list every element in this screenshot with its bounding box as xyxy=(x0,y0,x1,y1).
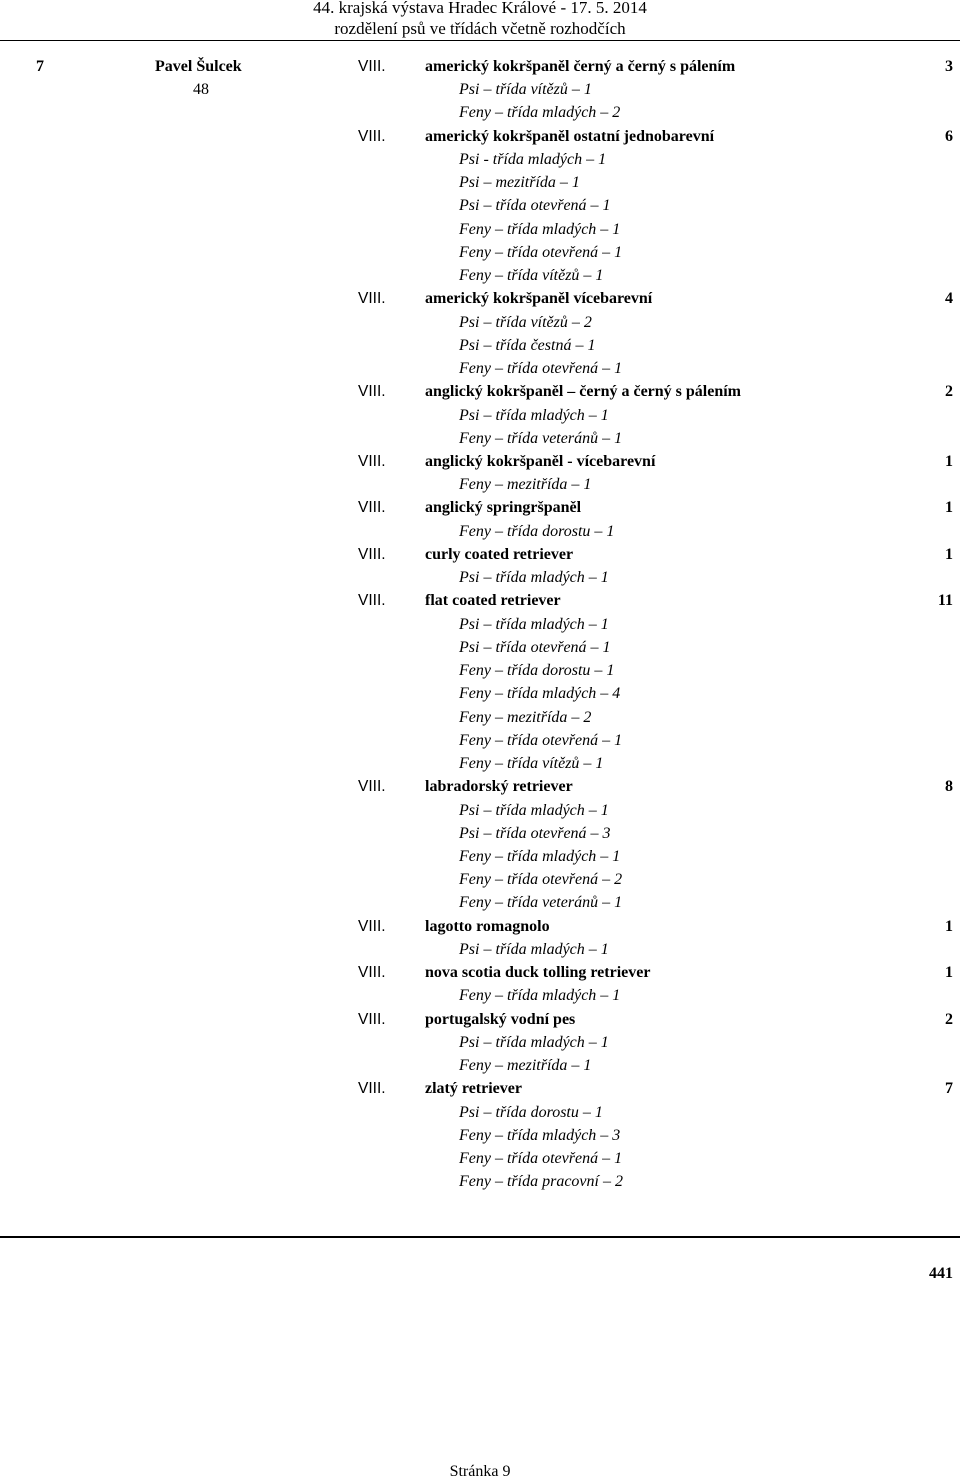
class-row xyxy=(0,359,960,382)
breed-name: curly coated retriever xyxy=(425,545,574,563)
breed-name: anglický kokršpaněl – černý a černý s pálením xyxy=(425,383,742,401)
fci-group: VIII. xyxy=(358,592,386,610)
fci-group: VIII. xyxy=(358,778,386,796)
class-row xyxy=(0,1172,960,1195)
breed-row xyxy=(0,1010,960,1033)
class-entry: Feny – třída mladých – 1 xyxy=(459,220,621,238)
class-entry: Feny – třída otevřená – 2 xyxy=(459,871,623,889)
breed-name: lagotto romagnolo xyxy=(425,917,550,935)
breed-count: 4 xyxy=(945,290,953,308)
class-row xyxy=(0,336,960,359)
class-row xyxy=(0,1103,960,1126)
class-entry: Psi – třída vítězů – 1 xyxy=(459,81,592,99)
class-row xyxy=(0,429,960,452)
class-row xyxy=(0,220,960,243)
class-entry: Feny – třída otevřená – 1 xyxy=(459,243,623,261)
class-row xyxy=(0,475,960,498)
class-row xyxy=(0,870,960,893)
breed-row xyxy=(0,591,960,614)
header-divider xyxy=(0,40,960,41)
class-entry: Feny – třída mladých – 1 xyxy=(459,987,621,1005)
judge-name: Pavel Šulcek xyxy=(155,58,242,75)
breed-name: anglický springršpaněl xyxy=(425,499,582,517)
class-entry: Feny – třída dorostu – 1 xyxy=(459,522,615,540)
class-row xyxy=(0,847,960,870)
page-header-subtitle: rozdělení psů ve třídách včetně rozhodčích xyxy=(334,19,626,38)
fci-group: VIII. xyxy=(358,1080,386,1098)
class-entry: Feny – třída dorostu – 1 xyxy=(459,662,615,680)
breed-name: americký kokršpaněl ostatní jednobarevní xyxy=(425,127,715,145)
class-row xyxy=(0,313,960,336)
breed-name: labradorský retriever xyxy=(425,778,573,796)
class-row xyxy=(0,986,960,1009)
class-entry: Psi – třída otevřená – 3 xyxy=(459,824,611,842)
class-row xyxy=(0,80,960,103)
page-header-title: 44. krajská výstava Hradec Králové - 17. 5. 2014 xyxy=(313,0,647,17)
class-entry: Feny – třída pracovní – 2 xyxy=(459,1173,623,1191)
class-entry: Psi – třída otevřená – 1 xyxy=(459,638,611,656)
breed-name: flat coated retriever xyxy=(425,592,561,610)
class-row xyxy=(0,1056,960,1079)
class-row xyxy=(0,615,960,638)
class-row xyxy=(0,266,960,289)
breed-count: 2 xyxy=(945,1010,953,1028)
class-row xyxy=(0,406,960,429)
fci-group: VIII. xyxy=(358,545,386,563)
breed-name: zlatý retriever xyxy=(425,1080,522,1098)
breed-count: 11 xyxy=(937,592,953,610)
total-count: 441 xyxy=(929,1265,953,1282)
class-row xyxy=(0,824,960,847)
class-entry: Feny – třída veteránů – 1 xyxy=(459,429,623,447)
breed-name: nova scotia duck tolling retriever xyxy=(425,964,651,982)
class-entry: Psi – třída mladých – 1 xyxy=(459,1033,609,1051)
breed-row xyxy=(0,289,960,312)
class-row xyxy=(0,522,960,545)
class-entry: Psi – třída otevřená – 1 xyxy=(459,197,611,215)
class-entry: Psi – třída mladých – 1 xyxy=(459,569,609,587)
breed-name: anglický kokršpaněl - vícebarevní xyxy=(425,452,656,470)
class-row xyxy=(0,173,960,196)
class-entry: Psi – třída mladých – 1 xyxy=(459,615,609,633)
class-row xyxy=(0,731,960,754)
class-row xyxy=(0,1126,960,1149)
class-entry: Psi – mezitřída – 1 xyxy=(459,174,580,192)
breed-list xyxy=(0,57,960,1195)
class-entry: Feny – třída otevřená – 1 xyxy=(459,1150,623,1168)
breed-row xyxy=(0,917,960,940)
class-row xyxy=(0,893,960,916)
class-row xyxy=(0,638,960,661)
class-entry: Feny – třída mladých – 3 xyxy=(459,1126,621,1144)
breed-count: 1 xyxy=(945,545,953,563)
fci-group: VIII. xyxy=(358,58,386,75)
class-row xyxy=(0,708,960,731)
class-entry: Psi – třída vítězů – 2 xyxy=(459,313,592,331)
class-entry: Psi – třída mladých – 1 xyxy=(459,406,609,424)
breed-name: americký kokršpaněl černý a černý s pálením xyxy=(425,58,736,75)
fci-group: VIII. xyxy=(358,127,386,145)
class-entry: Psi – třída čestná – 1 xyxy=(459,336,596,354)
breed-row xyxy=(0,1079,960,1102)
breed-count: 1 xyxy=(945,964,953,982)
class-entry: Feny – třída veteránů – 1 xyxy=(459,894,623,912)
breed-row xyxy=(0,57,960,80)
fci-group: VIII. xyxy=(358,964,386,982)
class-row xyxy=(0,940,960,963)
breed-row xyxy=(0,498,960,521)
fci-group: VIII. xyxy=(358,917,386,935)
breed-row xyxy=(0,382,960,405)
class-entry: Feny – mezitřída – 1 xyxy=(459,476,592,494)
class-row xyxy=(0,1149,960,1172)
fci-group: VIII. xyxy=(358,383,386,401)
breed-count: 7 xyxy=(945,1080,953,1098)
fci-group: VIII. xyxy=(358,1010,386,1028)
breed-row xyxy=(0,963,960,986)
breed-row xyxy=(0,777,960,800)
breed-count: 1 xyxy=(945,452,953,470)
class-row xyxy=(0,150,960,173)
class-row xyxy=(0,801,960,824)
class-entry: Feny – třída mladých – 1 xyxy=(459,847,621,865)
class-row xyxy=(0,754,960,777)
fci-group: VIII. xyxy=(358,499,386,517)
ring-number: 48 xyxy=(193,81,209,98)
class-entry: Psi – třída mladých – 1 xyxy=(459,801,609,819)
class-row xyxy=(0,684,960,707)
class-entry: Feny – třída mladých – 4 xyxy=(459,685,621,703)
class-row xyxy=(0,243,960,266)
class-entry: Feny – třída otevřená – 1 xyxy=(459,731,623,749)
class-row xyxy=(0,661,960,684)
class-row xyxy=(0,568,960,591)
breed-row xyxy=(0,545,960,568)
class-entry: Feny – třída otevřená – 1 xyxy=(459,360,623,378)
fci-group: VIII. xyxy=(358,452,386,470)
breed-count: 1 xyxy=(945,499,953,517)
judge-number: 7 xyxy=(36,58,44,75)
class-row xyxy=(0,1033,960,1056)
class-entry: Feny – třída vítězů – 1 xyxy=(459,267,604,285)
page-footer: Stránka 9 xyxy=(449,1463,511,1480)
class-row xyxy=(0,196,960,219)
breed-count: 2 xyxy=(945,383,953,401)
class-entry: Psi - třída mladých – 1 xyxy=(459,150,607,168)
breed-name: portugalský vodní pes xyxy=(425,1010,576,1028)
class-entry: Psi – třída dorostu – 1 xyxy=(459,1103,603,1121)
class-entry: Feny – mezitřída – 1 xyxy=(459,1057,592,1075)
class-entry: Psi – třída mladých – 1 xyxy=(459,940,609,958)
breed-name: americký kokršpaněl vícebarevní xyxy=(425,290,653,308)
breed-count: 3 xyxy=(945,58,953,75)
total-divider xyxy=(0,1236,960,1238)
class-entry: Feny – třída mladých – 2 xyxy=(459,104,621,122)
breed-count: 1 xyxy=(945,917,953,935)
breed-row xyxy=(0,452,960,475)
fci-group: VIII. xyxy=(358,290,386,308)
breed-count: 8 xyxy=(945,778,953,796)
class-entry: Feny – třída vítězů – 1 xyxy=(459,755,604,773)
class-row xyxy=(0,103,960,126)
breed-count: 6 xyxy=(945,127,953,145)
class-entry: Feny – mezitřída – 2 xyxy=(459,708,592,726)
breed-row xyxy=(0,127,960,150)
